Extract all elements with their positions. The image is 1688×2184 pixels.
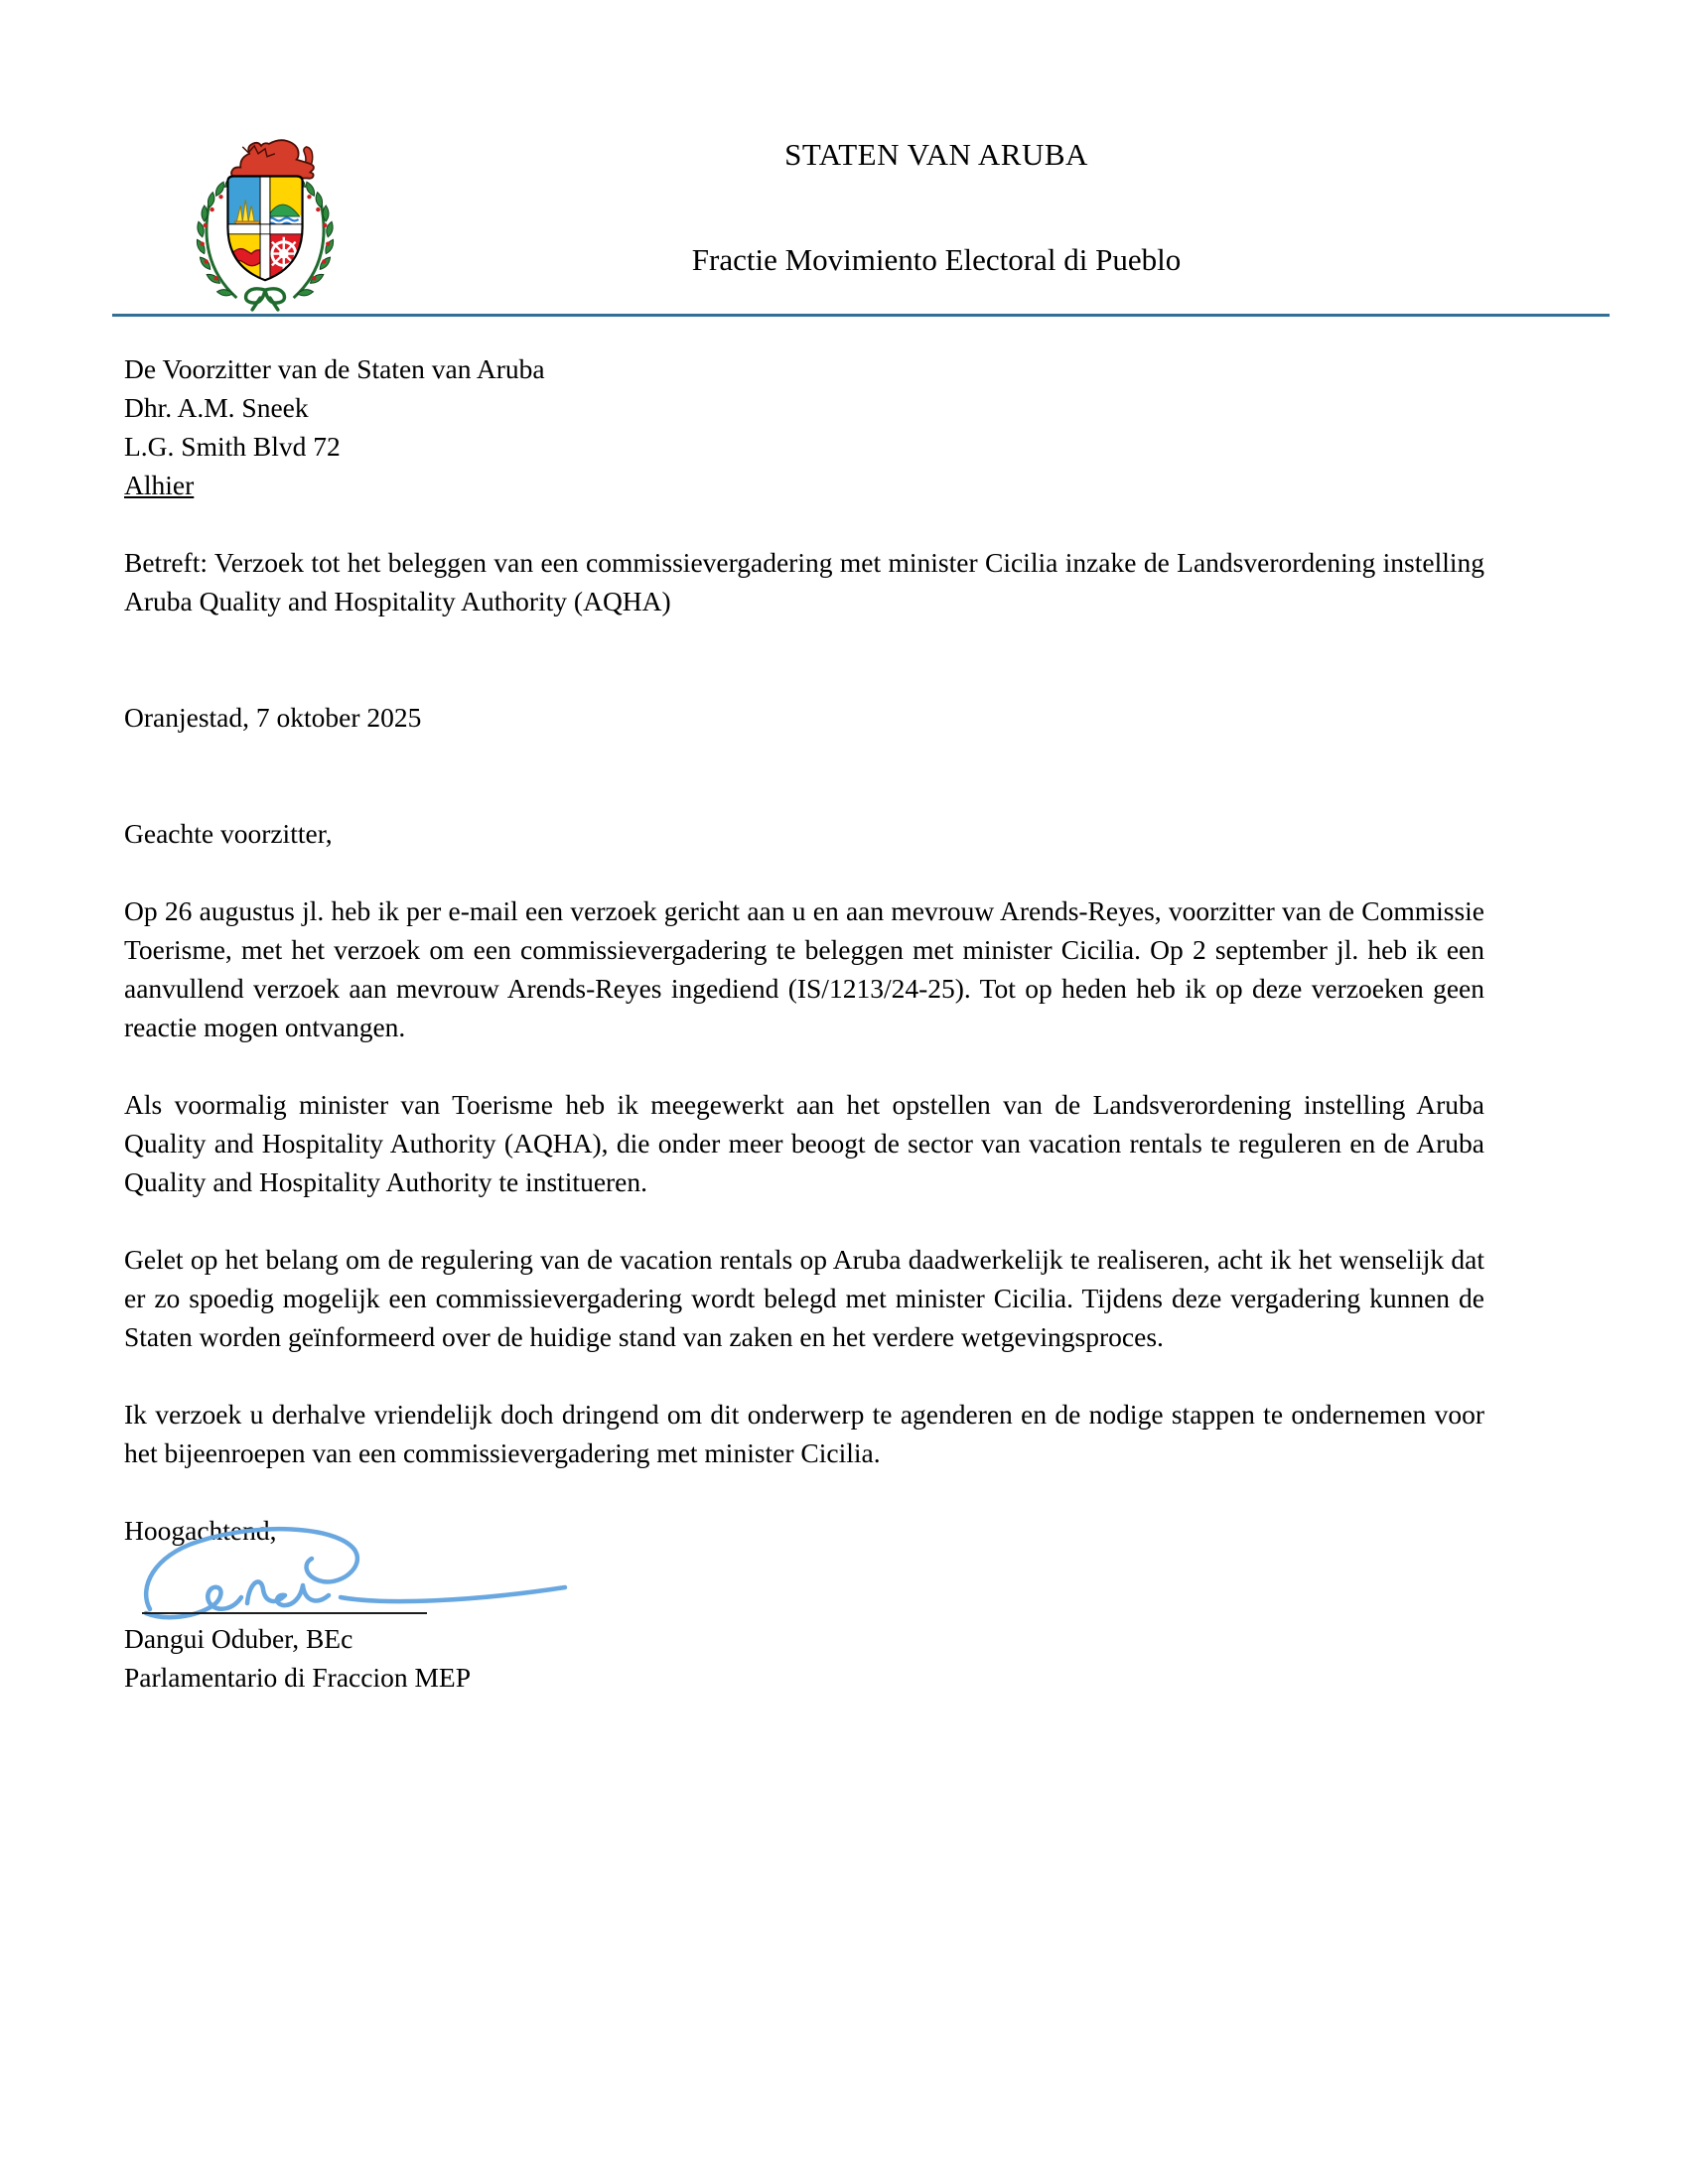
letter-body [124, 349, 1484, 1697]
paragraph-4: Ik verzoek u derhalve vriendelijk doch dringend om dit onderwerp te agenderen en de nodige stappen te ondernemen voor het bijeenroepen van een commissievergadering met minister Cicilia. [124, 1399, 1484, 1468]
signatory-title: Parlamentario di Fraccion MEP [124, 1662, 472, 1693]
valediction: Hoogachtend, [124, 1515, 277, 1546]
signature-image [136, 1526, 578, 1637]
recipient-line: L.G. Smith Blvd 72 [124, 431, 341, 462]
recipient-block [124, 349, 1484, 504]
recipient-line-alhier: Alhier [124, 470, 195, 500]
dateline: Oranjestad, 7 oktober 2025 [124, 702, 422, 733]
aruba-coat-of-arms-icon [182, 121, 349, 316]
recipient-line: De Voorzitter van de Staten van Aruba [124, 353, 545, 384]
salutation: Geachte voorzitter, [124, 818, 333, 849]
signatory-name: Dangui Oduber, BEc [124, 1623, 353, 1654]
signature-block [124, 1550, 1484, 1619]
recipient-line: Dhr. A.M. Sneek [124, 392, 309, 423]
paragraph-1: Op 26 augustus jl. heb ik per e-mail een verzoek gericht aan u en aan mevrouw Arends-Reyes, voorzitter van de Commissie Toerisme, met het verzoek om een commissievergadering te beleggen met minister Cicilia. Op 2 september jl. heb ik een aanvullend verzoek aan mevrouw Arends-Reyes ingediend (IS/1213/24-25). Tot op heden heb ik op deze verzoeken geen reactie mogen ontvangen. [124, 895, 1484, 1042]
fraction-line: Fractie Movimiento Electoral di Pueblo [691, 242, 1182, 277]
paragraph-3: Gelet op het belang om de regulering van de vacation rentals op Aruba daadwerkelijk te realiseren, acht ik het wenselijk dat er zo spoedig mogelijk een commissievergadering wordt belegd met minister Cicilia. Tijdens deze vergadering kunnen de Staten worden geïnformeerd over de huidige stand van zaken en het verdere wetgevingsproces. [124, 1244, 1484, 1352]
subject-line: Betreft: Verzoek tot het beleggen van een commissievergadering met minister Cicilia inzake de Landsverordening instelling Aruba Quality and Hospitality Authority (AQHA) [124, 547, 1484, 616]
signature-line [142, 1612, 427, 1614]
paragraph-2: Als voormalig minister van Toerisme heb ik meegewerkt aan het opstellen van de Landsverordening instelling Aruba Quality and Hospitality Authority (AQHA), die onder meer beoogt de sector van vacation rentals te reguleren en de Aruba Quality and Hospitality Authority te institueren. [124, 1089, 1484, 1197]
letterhead [594, 135, 1279, 280]
header-divider [112, 314, 1610, 317]
org-title: STATEN VAN ARUBA [784, 137, 1088, 172]
